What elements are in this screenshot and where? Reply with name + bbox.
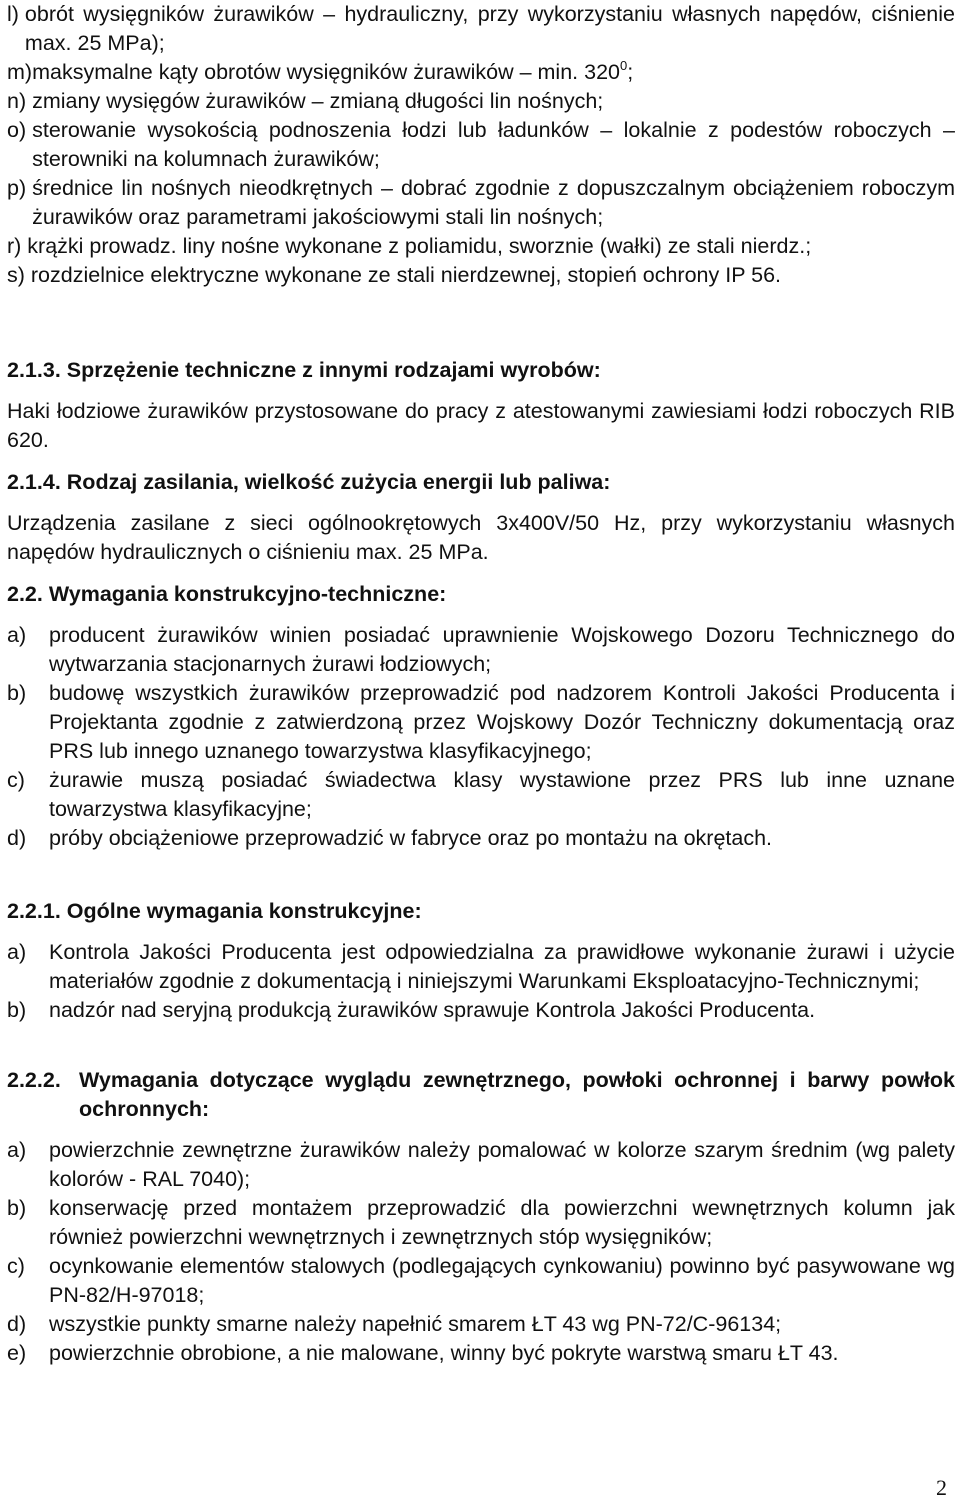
section-title: Rodzaj zasilania, wielkość zużycia energii lub paliwa: [66,470,611,494]
list-item [7,938,955,996]
section-heading [7,468,955,497]
requirements-list [7,1136,955,1368]
list-item-label: r) [7,234,28,258]
list-item [7,996,955,1025]
list-item [7,232,955,261]
section-number: 2.1.4. [7,470,61,494]
section-2-2-2 [7,1066,955,1368]
section-title: Wymagania dotyczące wyglądu zewnętrznego, powłoki ochronnej i barwy powłok ochronnych: [79,1068,955,1121]
list-item-label: a) [7,940,27,964]
list-item-label: n) [7,89,33,113]
section-2-2-1 [7,897,955,1025]
list-item [7,261,955,290]
requirements-list-continued [7,0,955,290]
section-2-1-4 [7,468,955,567]
list-item-label: m) [7,60,33,84]
list-item-text-end: ; [627,60,634,84]
list-item-label: c) [7,1254,25,1278]
section-2-2 [7,580,955,853]
list-item [7,824,955,853]
list-item-text: powierzchnie obrobione, a nie malowane, winny być pokryte warstwą smaru ŁT 43. [49,1341,839,1365]
section-title: Wymagania konstrukcyjno-techniczne: [48,582,447,606]
list-item-text: powierzchnie zewnętrzne żurawików należy pomalować w kolorze szarym średnim (wg palety kolorów - RAL 7040); [49,1138,955,1191]
list-item [7,87,955,116]
list-item-text: ocynkowanie elementów stalowych (podlegających cynkowaniu) powinno być pasywowane wg PN-82/H-97018; [49,1254,955,1307]
section-2-1-3 [7,356,955,455]
list-item-text: obrót wysięgników żurawików – hydrauliczny, przy wykorzystaniu własnych napędów, ciśnienie max. 25 MPa); [24,2,955,55]
list-item-text: konserwację przed montażem przeprowadzić dla powierzchni wewnętrznych kolumn jak również powierzchni wewnętrznych i zewnętrznych stóp wysięgników; [49,1196,955,1249]
list-item [7,766,955,824]
list-item-text: krążki prowadz. liny nośne wykonane z poliamidu, sworznie (wałki) ze stali nierdz.; [27,234,812,258]
section-number: 2.1.3. [7,358,61,382]
requirements-list [7,938,955,1025]
list-item-label: p) [7,176,33,200]
list-item-label: o) [7,118,33,142]
list-item-text: sterowanie wysokością podnoszenia łodzi lub ładunków – lokalnie z podestów roboczych – sterowniki na kolumnach żurawików; [32,118,955,171]
list-item-label: b) [7,998,27,1022]
list-item-text [32,58,955,87]
list-item [7,116,955,174]
section-heading [7,356,955,385]
section-heading [7,580,955,609]
section-title: Sprzężenie techniczne z innymi rodzajami wyrobów: [66,358,601,382]
list-item-label: b) [7,681,27,705]
section-title: Ogólne wymagania konstrukcyjne: [66,899,422,923]
list-item-label: c) [7,768,25,792]
list-item [7,1252,955,1310]
list-item-label: d) [7,826,27,850]
list-item [7,0,955,58]
list-item [7,1136,955,1194]
section-number: 2.2.1. [7,899,61,923]
list-item [7,1310,955,1339]
list-item-text: nadzór nad seryjną produkcją żurawików sprawuje Kontrola Jakości Producenta. [49,998,816,1022]
list-item-text: producent żurawików winien posiadać uprawnienie Wojskowego Dozoru Technicznego do wytwarzania stacjonarnych żurawi łodziowych; [49,623,955,676]
list-item [7,1194,955,1252]
list-item-label: a) [7,1138,27,1162]
list-item-text: budowę wszystkich żurawików przeprowadzić pod nadzorem Kontroli Jakości Producenta i Projektanta zgodnie z zatwierdzoną przez Wojskowy Dozór Techniczny dokumentacją oraz PRS lub innego uznanego towarzystwa klasyfikacyjnego; [49,681,955,763]
list-item-label: s) [7,263,31,287]
degree-superscript: 0 [619,58,628,73]
list-item-text: zmiany wysięgów żurawików – zmianą długości lin nośnych; [32,89,604,113]
list-item [7,174,955,232]
list-item [7,679,955,766]
list-item [7,621,955,679]
list-item-text: Kontrola Jakości Producenta jest odpowiedzialna za prawidłowe wykonanie żurawi i użycie materiałów zgodnie z dokumentacją i niniejszymi Warunkami Eksploatacyjno-Technicznymi; [49,940,955,993]
list-item-text: wszystkie punkty smarne należy napełnić smarem ŁT 43 wg PN-72/C-96134; [49,1312,782,1336]
list-item [7,1339,955,1368]
list-item-label: e) [7,1341,27,1365]
list-item-text-main: maksymalne kąty obrotów wysięgników żurawików – min. 320 [32,60,620,84]
section-paragraph: Urządzenia zasilane z sieci ogólnookrętowych 3x400V/50 Hz, przy wykorzystaniu własnych napędów hydraulicznych o ciśnieniu max. 25 MPa. [7,511,955,564]
section-number: 2.2.2. [7,1068,61,1092]
list-item-text: rozdzielnice elektryczne wykonane ze stali nierdzewnej, stopień ochrony IP 56. [30,263,782,287]
section-heading [7,897,955,926]
list-item-text: średnice lin nośnych nieodkrętnych – dobrać zgodnie z dopuszczalnym obciążeniem roboczym żurawików oraz parametrami jakościowymi stali lin nośnych; [32,176,955,229]
list-item-label: d) [7,1312,27,1336]
section-heading [7,1066,955,1124]
list-item-label: a) [7,623,27,647]
list-item-text: próby obciążeniowe przeprowadzić w fabryce oraz po montażu na okrętach. [49,826,773,850]
list-item [7,58,955,87]
requirements-list [7,621,955,853]
page-number: 2 [936,1475,947,1500]
section-paragraph: Haki łodziowe żurawików przystosowane do pracy z atestowanymi zawiesiami łodzi roboczych RIB 620. [7,399,955,452]
section-number: 2.2. [7,582,43,606]
list-item-text: żurawie muszą posiadać świadectwa klasy wystawione przez PRS lub inne uznane towarzystwa klasyfikacyjne; [49,768,955,821]
list-item-label: l) [7,2,25,26]
list-item-label: b) [7,1196,27,1220]
